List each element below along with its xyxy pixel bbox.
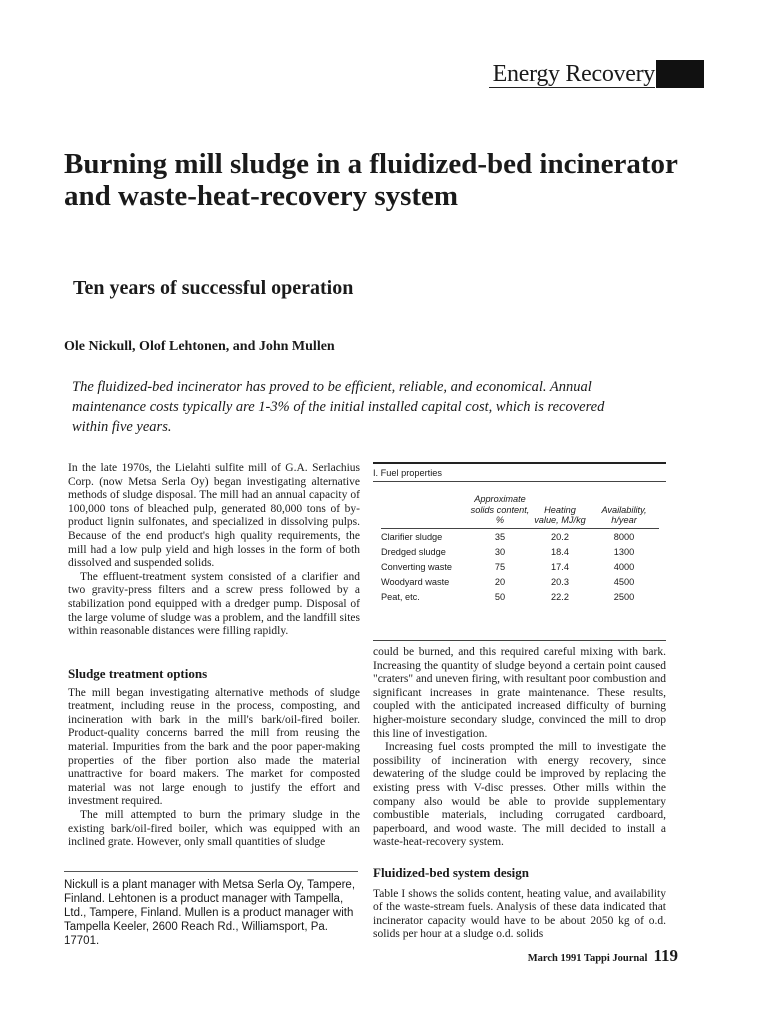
- table-header-cell: Heating value, MJ/kg: [534, 504, 586, 525]
- section-heading-fluidized-bed: Fluidized-bed system design: [373, 865, 530, 880]
- article-title: Burning mill sludge in a fluidized-bed incinerator and waste-heat-recovery system: [64, 148, 678, 212]
- page-number: 119: [653, 946, 678, 965]
- section-header-bar: [656, 60, 704, 88]
- table-cell: 8000: [613, 531, 635, 542]
- table-cell: Clarifier sludge: [381, 531, 443, 542]
- table-cell: 4000: [613, 561, 635, 572]
- table-row: [381, 559, 659, 574]
- section-heading-sludge-treatment: Sludge treatment options: [68, 666, 208, 681]
- right-paragraph-1: could be burned, and this required careful mixing with bark. Increasing the quantity of sludge beyond a certain point caused "craters" and uneven firing, with resultant poor combustion and significant increases in grate maintenance. These results, coupled with the anticipated increased difficulty of burning higher-moisture secondary sludge, convinced the mill to drop this line of investigation.: [373, 646, 666, 740]
- section-header: [489, 60, 704, 88]
- page-footer: [528, 946, 678, 966]
- table-cell: Dredged sludge: [381, 546, 446, 557]
- left-column-intro: [68, 462, 360, 639]
- section-header-text: Energy Recovery: [489, 61, 655, 88]
- table-header-cell: [381, 494, 469, 528]
- table-cell: Converting waste: [381, 561, 452, 572]
- table-cell: 4500: [613, 576, 635, 587]
- left-paragraph-2: The effluent-treatment system consisted of a clarifier and two gravity-press filters and a screw press followed by a stabilization pond equipped with a dredger pump. Disposal of the large volume of sludge was a problem, and the landfill sites within reasonable distances were filling rapidly.: [68, 570, 360, 638]
- table-cell: 20: [494, 576, 506, 587]
- left-column-section: [68, 667, 360, 850]
- table-row: [381, 589, 659, 604]
- table-cell: 30: [494, 546, 506, 557]
- table-row: [381, 528, 659, 544]
- table-header-cell: Availability, h/year: [601, 504, 647, 525]
- journal-issue: March 1991 Tappi Journal: [527, 953, 648, 964]
- table-cell: 22.2: [551, 591, 569, 602]
- fuel-properties-table: [373, 462, 666, 641]
- left-paragraph-1: In the late 1970s, the Lielahti sulfite mill of G.A. Serlachius Corp. (now Metsa Serla Oy) began investigating alternative methods of sludge disposal. The mill had an annual capacity of 100,000 tons of bleached pulp, generated 80,000 tons of by-product lignin sulfonates, and specialized in dissolving pulps. Because of the end product's high quality requirements, the mill had a low pulp yield and high losses in the form of both dissolved and suspended solids.: [68, 462, 360, 570]
- table-cell: 1300: [613, 546, 635, 557]
- table-cell: 20.2: [551, 531, 569, 542]
- table-row: [381, 574, 659, 589]
- table-header-row: [381, 494, 659, 528]
- right-paragraph-3: Table I shows the solids content, heating value, and availability of the waste-stream fuels. Analysis of these data indicated that incinerator capacity would have to be about 2050 kg of o.d. solids per hour at a sludge o.d. solids: [373, 887, 666, 941]
- table-cell: 35: [494, 531, 506, 542]
- table-cell: 2500: [613, 591, 635, 602]
- table-cell: 17.4: [551, 561, 569, 572]
- table-cell: 75: [494, 561, 506, 572]
- table-cell: 50: [494, 591, 506, 602]
- table-cell: 18.4: [551, 546, 569, 557]
- table-cell: Woodyard waste: [381, 576, 450, 587]
- left-paragraph-4: The mill attempted to burn the primary sludge in the existing bark/oil-fired boiler, which was equipped with an inclined grate. However, only small quantities of sludge: [68, 808, 360, 849]
- table-cell: Peat, etc.: [381, 591, 420, 602]
- left-paragraph-3: The mill began investigating alternative methods of sludge treatment, including reuse in the process, composting, and incineration with bark in the mill's bark/oil-fired boiler. Product-quality concerns barred the mill from reusing the material. Impurities from the bark and the poor paper-making properties of the fiber portion also made the material unattractive for board makers. The market for composted material was not large enough to justify the effort and investment required.: [68, 686, 360, 808]
- article-subtitle: Ten years of successful operation: [73, 277, 354, 299]
- right-paragraph-2: Increasing fuel costs prompted the mill to investigate the possibility of incineration with energy recovery, since dewatering of the sludge could be improved by replacing the existing press with V-disc presses. Other mills within the company also would be able to provide supplementary combustible materials, including corrugated cardboard, paperboard, and wood waste. The mill decided to install a waste-heat-recovery system.: [373, 741, 666, 849]
- article-abstract: The fluidized-bed incinerator has proved to be efficient, reliable, and economical. Annual maintenance costs typically are 1-3% of the initial installed capital cost, which is recovered within five years.: [72, 379, 605, 435]
- author-footnote: Nickull is a plant manager with Metsa Serla Oy, Tampere, Finland. Lehtonen is a product manager with Tampella, Ltd., Tampere, Finland. Mullen is a product manager with Tampella Keeler, 2600 Reach Rd., Williamsport, Pa. 17701.: [64, 871, 358, 948]
- right-column-continued: [373, 646, 666, 850]
- right-column-section: [373, 866, 666, 942]
- table-row: [381, 544, 659, 559]
- table-grid: [381, 494, 659, 604]
- table-cell: 20.3: [551, 576, 569, 587]
- table-caption: I. Fuel properties: [373, 468, 666, 482]
- article-authors: Ole Nickull, Olof Lehtonen, and John Mullen: [64, 339, 335, 354]
- table-header-cell: Approximate solids content, %: [470, 494, 530, 525]
